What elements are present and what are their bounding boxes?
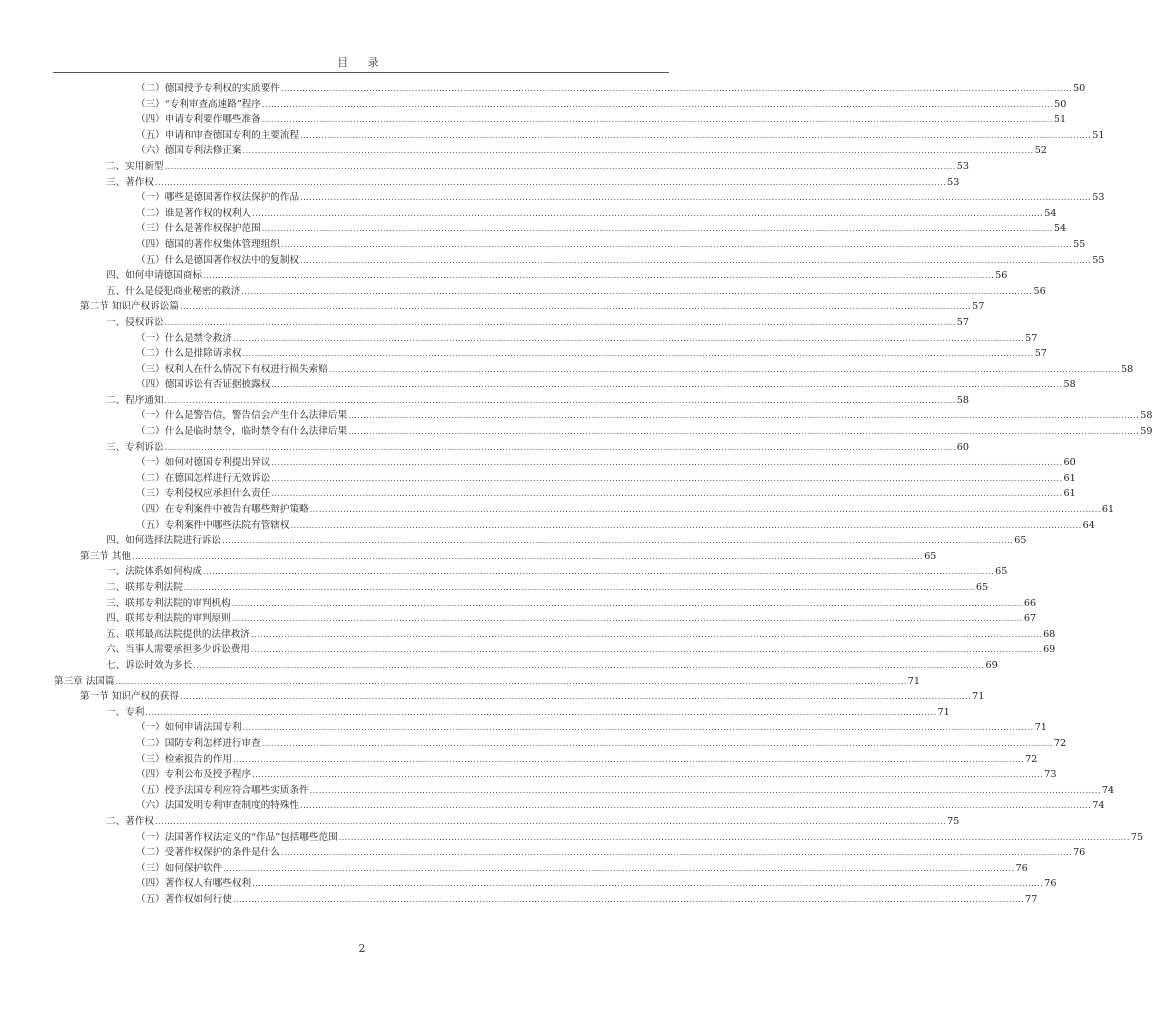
dot-leader: .................................................................................................................................................................................................................................................................... xyxy=(261,115,1053,125)
toc-entry[interactable] xyxy=(106,268,1008,284)
toc-entry-page: 77 xyxy=(1025,893,1038,905)
toc-entry-page: 58 xyxy=(1140,410,1152,422)
toc-entry-title: （四）申请专利要作哪些准备 xyxy=(136,114,261,126)
toc-entry-page: 71 xyxy=(972,691,985,703)
toc-entry[interactable] xyxy=(106,564,1008,580)
dot-leader: .................................................................................................................................................................................................................................................................... xyxy=(300,130,1092,140)
toc-entry[interactable] xyxy=(136,892,1038,908)
toc-entry-page: 76 xyxy=(1073,847,1086,859)
toc-entry-page: 71 xyxy=(1034,722,1047,734)
dot-leader: .................................................................................................................................................................................................................................................................... xyxy=(232,333,1025,343)
page-number: 2 xyxy=(358,942,366,955)
toc-entry-page: 69 xyxy=(1043,644,1056,656)
dot-leader: .................................................................................................................................................................................................................................................................... xyxy=(348,411,1140,421)
toc-entry-title: （三）权利人在什么情况下有权进行损失索赔 xyxy=(136,363,328,375)
dot-leader: .................................................................................................................................................................................................................................................................... xyxy=(180,302,972,312)
dot-leader: .................................................................................................................................................................................................................................................................... xyxy=(164,161,956,171)
toc-entry-title: 二、联邦专利法院 xyxy=(106,582,183,593)
toc-entry-title: （三）检索报告的作用 xyxy=(136,753,232,765)
toc-entry-title: 三、专利诉讼 xyxy=(106,441,164,453)
toc-entry-page: 57 xyxy=(972,301,985,313)
toc-entry-page: 73 xyxy=(1044,769,1057,781)
dot-leader: .................................................................................................................................................................................................................................................................... xyxy=(300,255,1092,265)
dot-leader: .................................................................................................................................................................................................................................................................... xyxy=(180,692,972,702)
dot-leader: .................................................................................................................................................................................................................................................................... xyxy=(271,473,1063,483)
dot-leader: .................................................................................................................................................................................................................................................................... xyxy=(242,723,1034,733)
toc-entry[interactable] xyxy=(136,518,1095,534)
toc-entry-page: 74 xyxy=(1092,800,1105,812)
toc-entry-page: 65 xyxy=(995,566,1008,578)
toc-entry-title: （三）“专利审查高速路”程序 xyxy=(136,98,261,110)
toc-entry-title: （五）申请和审查德国专利的主要流程 xyxy=(136,129,300,141)
toc-entry-title: （二）国防专利怎样进行审查 xyxy=(136,737,261,749)
dot-leader: .................................................................................................................................................................................................................................................................... xyxy=(348,427,1140,437)
toc-entry-page: 76 xyxy=(1044,878,1057,890)
toc-entry-title: （一）什么是禁令救济 xyxy=(136,332,232,344)
toc-entry-page: 56 xyxy=(995,270,1008,282)
toc-entry-page: 65 xyxy=(975,582,989,593)
toc-entry-page: 54 xyxy=(1053,223,1067,235)
dot-leader: .................................................................................................................................................................................................................................................................... xyxy=(280,848,1073,858)
toc-entry-title: （一）法国著作权法定义的“作品”包括哪些范围 xyxy=(136,831,338,843)
toc-entry[interactable] xyxy=(136,502,1115,518)
toc-entry[interactable] xyxy=(106,611,1037,627)
toc-entry-page: 50 xyxy=(1054,98,1067,110)
toc-entry-page: 51 xyxy=(1053,114,1067,126)
toc-entry-title: （六）德国专利法修正案 xyxy=(136,145,242,157)
toc-entry[interactable] xyxy=(106,315,969,331)
dot-leader: .................................................................................................................................................................................................................................................................... xyxy=(232,894,1025,904)
toc-entry-title: （四）在专利案件中被告有哪些辩护策略 xyxy=(136,504,309,516)
dot-leader: .................................................................................................................................................................................................................................................................... xyxy=(271,458,1063,468)
dot-leader: .................................................................................................................................................................................................................................................................... xyxy=(222,536,1014,546)
toc-entry-title: 一、专利 xyxy=(106,706,145,718)
toc-entry-title: （二）什么是临时禁令，临时禁令有什么法律后果 xyxy=(136,426,348,438)
toc-entry[interactable] xyxy=(136,221,1067,237)
toc-entry[interactable] xyxy=(136,253,1105,269)
dot-leader: .................................................................................................................................................................................................................................................................... xyxy=(154,816,947,826)
dot-leader: .................................................................................................................................................................................................................................................................... xyxy=(242,349,1034,359)
dot-leader: .................................................................................................................................................................................................................................................................... xyxy=(241,286,1033,296)
dot-leader: .................................................................................................................................................................................................................................................................... xyxy=(154,177,947,187)
toc-entry-page: 74 xyxy=(1101,784,1115,796)
toc-entry-page: 57 xyxy=(1034,348,1047,360)
toc-entry[interactable] xyxy=(106,159,969,175)
toc-entry-page: 65 xyxy=(1014,535,1027,547)
dot-leader: .................................................................................................................................................................................................................................................................... xyxy=(300,193,1092,203)
toc-entry[interactable] xyxy=(136,783,1115,799)
dot-leader: .................................................................................................................................................................................................................................................................... xyxy=(164,442,956,452)
dot-leader: .................................................................................................................................................................................................................................................................... xyxy=(164,317,956,327)
toc-entry-title: 二、著作权 xyxy=(106,815,154,827)
toc-entry[interactable] xyxy=(136,861,1028,877)
toc-entry-title: （四）德国诉讼有否证据披露权 xyxy=(136,379,271,391)
toc-entry[interactable] xyxy=(136,331,1038,347)
toc-entry-page: 65 xyxy=(924,550,937,562)
header-rule xyxy=(53,72,669,73)
toc-entry-page: 75 xyxy=(947,815,960,827)
toc-entry[interactable] xyxy=(136,190,1105,206)
dot-leader: .................................................................................................................................................................................................................................................................... xyxy=(252,208,1044,218)
toc-entry-title: （五）授予法国专利应符合哪些实质条件 xyxy=(136,784,309,796)
dot-leader: .................................................................................................................................................................................................................................................................... xyxy=(271,489,1063,499)
page-header-title: 目 录 xyxy=(337,56,387,69)
toc-entry-title: （二）谁是著作权的权利人 xyxy=(136,207,252,219)
toc-entry-page: 58 xyxy=(956,394,969,406)
toc-entry-title: 二、实用新型 xyxy=(106,160,164,172)
toc-entry[interactable] xyxy=(136,362,1134,378)
dot-leader: .................................................................................................................................................................................................................................................................... xyxy=(183,583,975,592)
toc-entry-title: （三）什么是著作权保护范围 xyxy=(136,223,261,235)
toc-entry-page: 67 xyxy=(1023,613,1037,625)
toc-entry-title: 三、著作权 xyxy=(106,176,154,188)
toc-entry[interactable] xyxy=(106,440,969,456)
dot-leader: .................................................................................................................................................................................................................................................................... xyxy=(164,395,956,405)
toc-entry-page: 50 xyxy=(1073,83,1086,94)
toc-entry[interactable] xyxy=(106,596,1037,612)
toc-entry[interactable] xyxy=(136,486,1076,502)
toc-entry-page: 59 xyxy=(1140,426,1152,438)
toc-entry-page: 53 xyxy=(1092,192,1105,204)
toc-entry-title: 七、诉讼时效为多长 xyxy=(106,659,193,671)
toc-entry[interactable] xyxy=(136,81,1086,97)
toc-entry[interactable] xyxy=(136,377,1076,393)
toc-entry[interactable] xyxy=(136,346,1047,362)
dot-leader: .................................................................................................................................................................................................................................................................... xyxy=(252,770,1044,780)
dot-leader: .................................................................................................................................................................................................................................................................... xyxy=(261,99,1054,109)
dot-leader: .................................................................................................................................................................................................................................................................... xyxy=(202,567,995,577)
toc-entry[interactable] xyxy=(106,814,960,830)
toc-entry-page: 60 xyxy=(956,441,969,453)
toc-entry[interactable] xyxy=(106,175,960,191)
toc-entry-title: （四）德国的著作权集体管理组织 xyxy=(136,238,280,250)
toc-entry-page: 71 xyxy=(937,706,950,718)
toc-entry-page: 64 xyxy=(1082,519,1095,531)
toc-entry-page: 71 xyxy=(907,675,921,687)
toc-entry[interactable] xyxy=(136,206,1057,222)
toc-entry-title: （一）什么是警告信，警告信会产生什么法律后果 xyxy=(136,410,348,422)
toc-entry[interactable] xyxy=(136,143,1047,159)
dot-leader: .................................................................................................................................................................................................................................................................... xyxy=(309,505,1101,515)
toc-entry[interactable] xyxy=(106,284,1046,300)
toc-entry[interactable] xyxy=(136,720,1047,736)
toc-entry-page: 53 xyxy=(947,176,960,188)
dot-leader: .................................................................................................................................................................................................................................................................... xyxy=(231,614,1023,624)
toc-entry-page: 61 xyxy=(1063,488,1076,500)
toc-entry-title: （二）在德国怎样进行无效诉讼 xyxy=(136,472,271,484)
toc-entry-title: 第一节 知识产权的获得 xyxy=(80,691,179,703)
toc-entry-page: 58 xyxy=(1063,379,1076,391)
toc-entry-title: （五）著作权如何行使 xyxy=(136,893,232,905)
toc-entry-page: 66 xyxy=(1023,597,1037,609)
toc-entry-title: 一、法院体系如何构成 xyxy=(106,566,202,578)
toc-entry[interactable] xyxy=(136,471,1076,487)
toc-entry-page: 69 xyxy=(985,659,998,671)
toc-entry-page: 76 xyxy=(1015,862,1028,874)
dot-leader: .................................................................................................................................................................................................................................................................... xyxy=(193,660,985,670)
toc-entry[interactable] xyxy=(106,642,1056,658)
dot-leader: .................................................................................................................................................................................................................................................................... xyxy=(115,676,907,686)
toc-entry-title: （一）如何申请法国专利 xyxy=(136,722,242,734)
toc-entry[interactable] xyxy=(136,876,1057,892)
toc-entry-title: 一、侵权诉讼 xyxy=(106,316,164,328)
dot-leader: .................................................................................................................................................................................................................................................................... xyxy=(309,785,1101,795)
toc-entry-page: 55 xyxy=(1092,254,1105,266)
dot-leader: .................................................................................................................................................................................................................................................................... xyxy=(300,801,1092,811)
toc-entry[interactable] xyxy=(136,128,1105,144)
toc-entry-page: 72 xyxy=(1053,737,1067,749)
dot-leader: .................................................................................................................................................................................................................................................................... xyxy=(338,832,1130,842)
dot-leader: .................................................................................................................................................................................................................................................................... xyxy=(242,146,1034,156)
toc-entry[interactable] xyxy=(80,299,985,315)
toc-entry[interactable] xyxy=(136,97,1067,113)
toc-entry-title: （一）哪些是德国著作权法保护的作品 xyxy=(136,192,300,204)
toc-entry-title: 五、什么是侵犯商业秘密的救济 xyxy=(106,285,241,297)
toc-entry-page: 52 xyxy=(1034,145,1047,157)
toc-entry[interactable] xyxy=(136,408,1152,424)
toc-entry-title: （二）什么是排除请求权 xyxy=(136,348,242,360)
dot-leader: .................................................................................................................................................................................................................................................................... xyxy=(280,84,1073,93)
toc-entry[interactable] xyxy=(106,705,950,721)
toc-entry-title: 六、当事人需要承担多少诉讼费用 xyxy=(106,644,250,656)
toc-entry[interactable] xyxy=(136,237,1086,253)
toc-entry-title: （二）受著作权保护的条件是什么 xyxy=(136,847,280,859)
toc-entry[interactable] xyxy=(136,798,1105,814)
toc-entry-page: 58 xyxy=(1121,363,1134,375)
toc-entry-title: 四、联邦专利法院的审判原则 xyxy=(106,613,231,625)
toc-entry-page: 61 xyxy=(1101,504,1115,516)
dot-leader: .................................................................................................................................................................................................................................................................... xyxy=(231,598,1023,608)
toc-entry-title: 二、程序通知 xyxy=(106,394,164,406)
toc-entry-title: （三）专利侵权应承担什么责任 xyxy=(136,488,271,500)
dot-leader: .................................................................................................................................................................................................................................................................... xyxy=(280,239,1073,249)
toc-entry-page: 75 xyxy=(1130,831,1144,843)
toc-entry-title: （三）如何保护软件 xyxy=(136,862,223,874)
toc-entry-page: 57 xyxy=(956,316,969,328)
toc-entry[interactable] xyxy=(80,689,985,705)
toc-entry-page: 61 xyxy=(1063,472,1076,484)
toc-entry-title: 第三章 法国篇 xyxy=(54,675,115,687)
dot-leader: .................................................................................................................................................................................................................................................................... xyxy=(145,707,937,717)
toc-entry-title: （六）法国发明专利审查制度的特殊性 xyxy=(136,800,300,812)
toc-entry[interactable] xyxy=(136,767,1057,783)
toc-entry[interactable] xyxy=(54,674,921,690)
toc-entry-title: 五、联邦最高法院提供的法律救济 xyxy=(106,628,250,640)
toc-entry[interactable] xyxy=(136,112,1067,128)
dot-leader: .................................................................................................................................................................................................................................................................... xyxy=(202,271,995,281)
toc-entry-page: 68 xyxy=(1043,628,1056,640)
toc-entry-title: （一）如何对德国专利提出异议 xyxy=(136,457,271,469)
toc-entry[interactable] xyxy=(106,627,1056,643)
dot-leader: .................................................................................................................................................................................................................................................................... xyxy=(232,754,1025,764)
toc-entry-title: 三、联邦专利法院的审判机构 xyxy=(106,597,231,609)
toc-entry[interactable] xyxy=(106,658,998,674)
toc-entry[interactable] xyxy=(106,393,969,409)
toc-entry[interactable] xyxy=(136,455,1076,471)
dot-leader: .................................................................................................................................................................................................................................................................... xyxy=(261,738,1053,748)
toc-entry-title: （五）什么是德国著作权法中的复制权 xyxy=(136,254,300,266)
toc-entry-page: 57 xyxy=(1025,332,1038,344)
toc-entry-title: 四、如何申请德国商标 xyxy=(106,270,202,282)
table-of-contents xyxy=(0,81,1152,907)
dot-leader: .................................................................................................................................................................................................................................................................... xyxy=(271,380,1063,390)
toc-entry-title: 四、如何选择法院进行诉讼 xyxy=(106,535,222,547)
toc-entry-page: 72 xyxy=(1025,753,1038,765)
toc-entry-title: （二）德国授予专利权的实质要件 xyxy=(136,83,280,94)
toc-entry-page: 60 xyxy=(1063,457,1076,469)
toc-entry[interactable] xyxy=(136,752,1038,768)
toc-entry[interactable] xyxy=(136,845,1086,861)
dot-leader: .................................................................................................................................................................................................................................................................... xyxy=(328,364,1121,374)
dot-leader: .................................................................................................................................................................................................................................................................... xyxy=(250,629,1043,639)
toc-entry-title: 第三节 其他 xyxy=(80,550,132,562)
toc-entry[interactable] xyxy=(136,424,1152,440)
dot-leader: .................................................................................................................................................................................................................................................................... xyxy=(261,224,1053,234)
dot-leader: .................................................................................................................................................................................................................................................................... xyxy=(132,551,924,561)
dot-leader: .................................................................................................................................................................................................................................................................... xyxy=(252,879,1044,889)
toc-entry-title: 第二节 知识产权诉讼篇 xyxy=(80,301,179,313)
toc-entry-title: （五）专利案件中哪些法院有管辖权 xyxy=(136,519,290,531)
toc-entry[interactable] xyxy=(136,736,1067,752)
toc-entry[interactable] xyxy=(106,533,1027,549)
toc-entry[interactable] xyxy=(106,580,989,596)
toc-entry-page: 51 xyxy=(1092,129,1105,141)
toc-entry-title: （四）著作权人有哪些权利 xyxy=(136,878,252,890)
dot-leader: .................................................................................................................................................................................................................................................................... xyxy=(223,863,1015,873)
toc-entry[interactable] xyxy=(80,549,937,565)
dot-leader: .................................................................................................................................................................................................................................................................... xyxy=(290,520,1082,530)
toc-entry-page: 55 xyxy=(1073,238,1086,250)
dot-leader: .................................................................................................................................................................................................................................................................... xyxy=(250,645,1043,655)
toc-entry-page: 56 xyxy=(1033,285,1046,297)
toc-entry[interactable] xyxy=(136,830,1144,846)
toc-entry-page: 53 xyxy=(956,160,969,172)
toc-entry-title: （四）专利公布及授予程序 xyxy=(136,769,252,781)
toc-entry-page: 54 xyxy=(1044,207,1057,219)
